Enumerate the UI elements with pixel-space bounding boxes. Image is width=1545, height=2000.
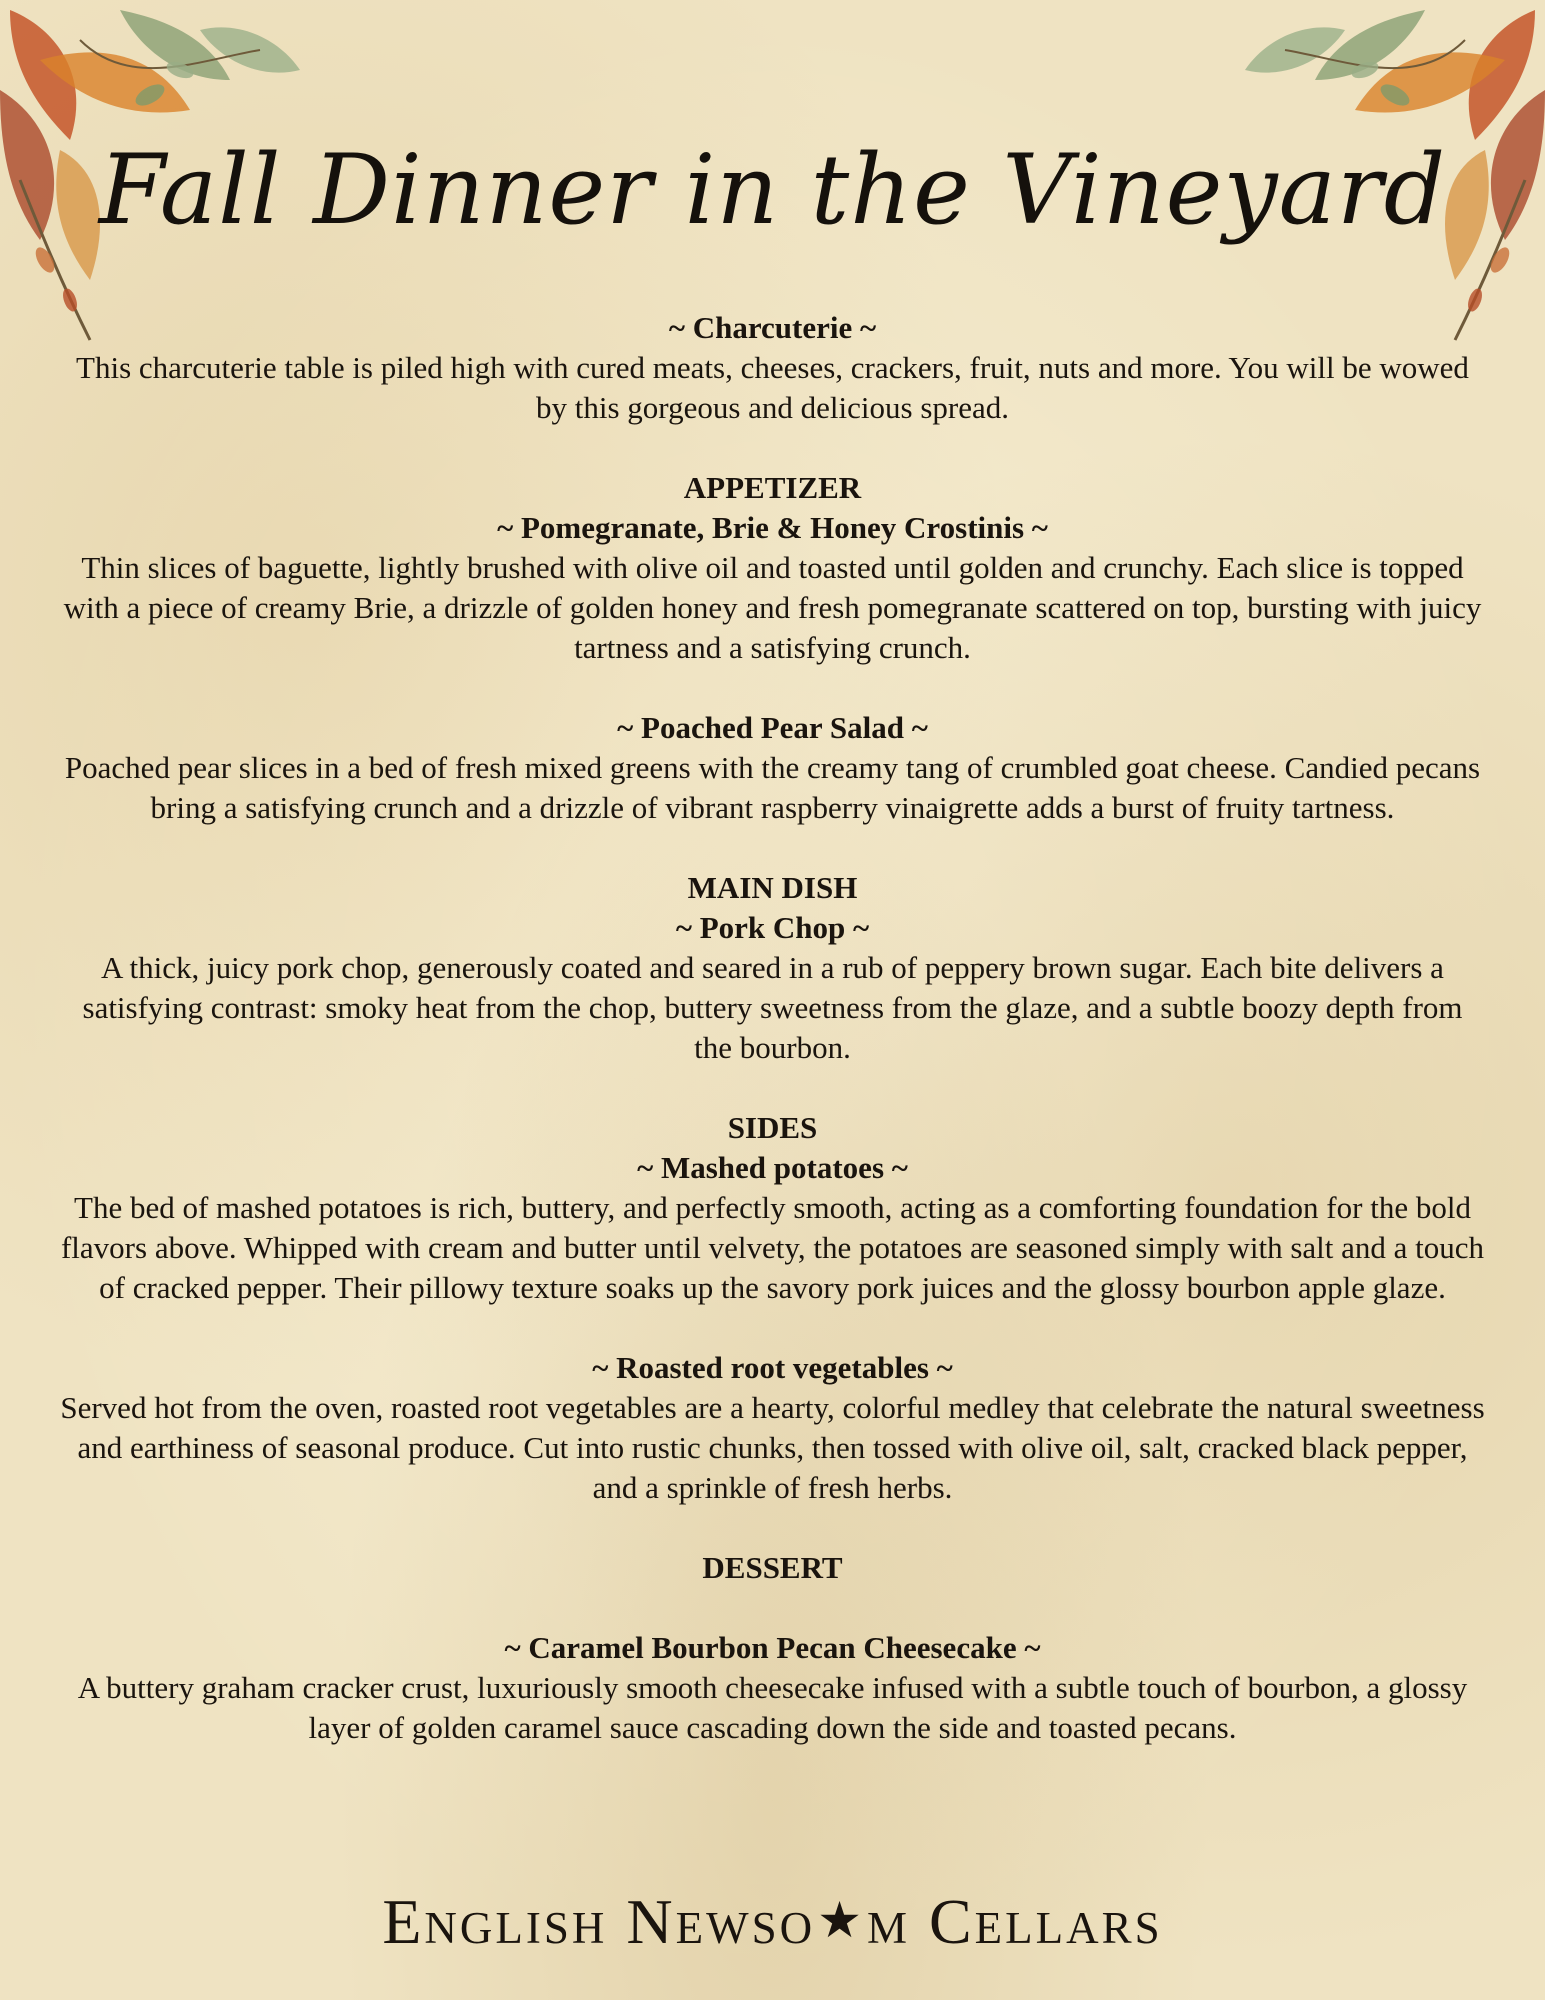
- dish-description: Served hot from the oven, roasted root vegetables are a hearty, colorful medley that celebrate the natural sweetness and earthiness of seasonal produce. Cut into rustic chunks, then tossed with olive oil, salt, cracked black pepper, and a sprinkle of fresh herbs.: [60, 1390, 1485, 1505]
- menu-section: [60, 468, 1485, 668]
- menu-section: [60, 1548, 1485, 1748]
- menu-section: [60, 868, 1485, 1068]
- dish-name: ~ Roasted root vegetables ~: [592, 1350, 953, 1385]
- menu-section: [60, 308, 1485, 428]
- course-heading: MAIN DISH: [687, 870, 858, 905]
- menu-section: [60, 1108, 1485, 1308]
- course-heading: SIDES: [727, 1110, 818, 1145]
- menu-section: [60, 1348, 1485, 1508]
- texas-star-icon: ★: [817, 1892, 865, 1948]
- course-heading: DESSERT: [702, 1550, 843, 1585]
- menu-content: [60, 308, 1485, 1788]
- dish-description: A thick, juicy pork chop, generously coated and seared in a rub of peppery brown sugar. Each bite delivers a satisfying contrast: smoky heat from the chop, buttery sweetness from the glaze, and a subtle boozy depth from the bourbon.: [82, 950, 1463, 1065]
- winery-logo: [0, 1880, 1545, 1962]
- menu-section: [60, 708, 1485, 828]
- dish-name: ~ Mashed potatoes ~: [637, 1150, 908, 1185]
- dish-description: Thin slices of baguette, lightly brushed with olive oil and toasted until golden and crunchy. Each slice is topped with a piece of creamy Brie, a drizzle of golden honey and fresh pomegranate scattered on top, bursting with juicy tartness and a satisfying crunch.: [63, 550, 1482, 665]
- dish-description: A buttery graham cracker crust, luxuriously smooth cheesecake infused with a subtle touch of bourbon, a glossy layer of golden caramel sauce cascading down the side and toasted pecans.: [77, 1670, 1468, 1745]
- dish-name: ~ Caramel Bourbon Pecan Cheesecake ~: [504, 1630, 1041, 1665]
- menu-title: Fall Dinner in the Vineyard: [98, 134, 1447, 246]
- dish-name: ~ Pork Chop ~: [675, 910, 870, 945]
- dish-description: The bed of mashed potatoes is rich, buttery, and perfectly smooth, acting as a comforting foundation for the bold flavors above. Whipped with cream and butter until velvety, the potatoes are seasoned simply with salt and a touch of cracked pepper. Their pillowy texture soaks up the savory pork juices and the glossy bourbon apple glaze.: [60, 1190, 1485, 1305]
- course-heading: APPETIZER: [683, 470, 862, 505]
- dish-description: Poached pear slices in a bed of fresh mixed greens with the creamy tang of crumbled goat cheese. Candied pecans bring a satisfying crunch and a drizzle of vibrant raspberry vinaigrette adds a burst of fruity tartness.: [64, 750, 1481, 825]
- dish-description: This charcuterie table is piled high with cured meats, cheeses, crackers, fruit, nuts and more. You will be wowed by this gorgeous and delicious spread.: [76, 350, 1469, 425]
- dish-name: ~ Pomegranate, Brie & Honey Crostinis ~: [497, 510, 1048, 545]
- brand-text-part2: m Cellars: [866, 1886, 1163, 1957]
- brand-text-part1: English Newso: [382, 1886, 816, 1957]
- dish-name: ~ Poached Pear Salad ~: [617, 710, 928, 745]
- dish-name: ~ Charcuterie ~: [668, 310, 877, 345]
